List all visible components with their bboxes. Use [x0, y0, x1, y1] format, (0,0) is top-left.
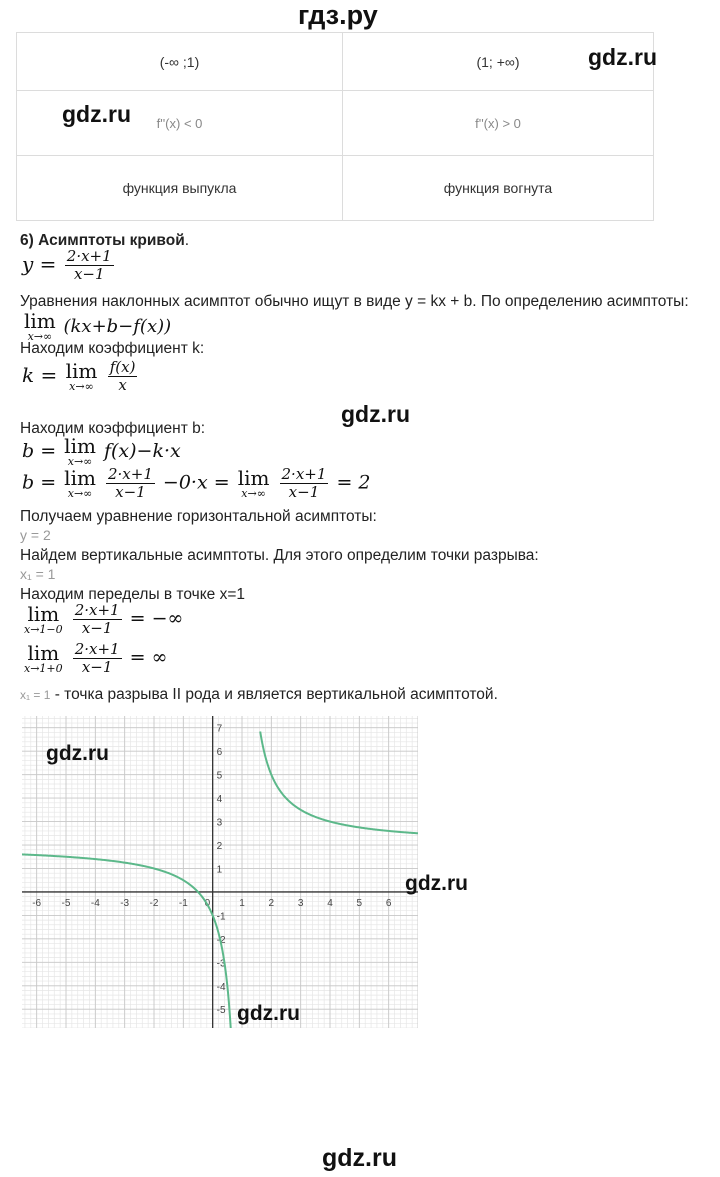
x-tick-label: 1 [239, 897, 245, 909]
b-formula-2: b = lim x→∞ $\frac{2\cdot x+1}{x-1}$ −0·x = lim x→∞ $\frac{2\cdot x+1}{x-1}$ = 2 [22, 465, 371, 501]
watermark: gdz.ru [322, 1144, 397, 1172]
watermark: gdz.ru [341, 401, 410, 427]
section-heading: 6) Асимптоты кривой. [20, 232, 190, 249]
x-tick-label: -5 [61, 897, 71, 909]
horizontal-text: Получаем уравнение горизонтальной асимптоты: [20, 508, 377, 525]
x-tick-label: 2 [268, 897, 275, 909]
y-tick-label: 4 [216, 794, 223, 806]
limits-text: Находим переделы в точке x=1 [20, 586, 246, 603]
y-tick-label: 6 [216, 747, 223, 759]
result-left: функция выпукла [17, 156, 343, 221]
y-tick-label: -1 [216, 911, 226, 923]
y-tick-label: 1 [216, 864, 223, 876]
conclusion: x₁ = 1 - точка разрыва II рода и является вертикальной асимптотой. [20, 686, 498, 703]
x-tick-label: 6 [385, 897, 392, 909]
interval-left: (-∞ ;1) [17, 33, 343, 91]
vertical-text: Найдем вертикальные асимптоты. Для этого определим точки разрыва: [20, 547, 539, 564]
watermark: gdz.ru [588, 44, 657, 70]
y-tick-label: 2 [216, 841, 223, 853]
sign-left: f''(x) < 0 [17, 91, 343, 156]
x-tick-label: -4 [90, 897, 100, 909]
x-tick-label: -1 [178, 897, 188, 909]
find-b-text: Находим коэффициент b: [20, 420, 206, 437]
horizontal-equation: y = 2 [20, 527, 51, 543]
y-tick-label: -5 [216, 1005, 226, 1017]
y-tick-label: 3 [216, 817, 223, 829]
oblique-text: Уравнения наклонных асимптот обычно ищут в виде y = kx + b. По определению асимптоты: [20, 293, 689, 310]
right-limit: lim x→1+0 $\frac{2\cdot x+1}{x-1}$ = ∞ [24, 640, 168, 676]
left-limit: lim x→1−0 $\frac{2\cdot x+1}{x-1}$ = −∞ [24, 601, 184, 637]
y-tick-label: -4 [216, 981, 226, 993]
watermark: gdz.ru [237, 1002, 300, 1025]
interval-right: (1; +∞) [342, 33, 653, 91]
x-tick-label: 5 [356, 897, 363, 909]
find-k-text: Находим коэффициент k: [20, 340, 205, 357]
x-tick-label: -2 [149, 897, 159, 909]
sign-right: f''(x) > 0 [342, 91, 653, 156]
origin-label: 0 [204, 897, 211, 909]
x-tick-label: 4 [327, 897, 333, 909]
site-title: гдз.ру [298, 0, 378, 30]
result-right: функция вогнута [342, 156, 653, 221]
y-tick-label: 7 [216, 723, 223, 735]
watermark: gdz.ru [62, 101, 131, 127]
function-formula: y = $\frac{2\cdot x+1}{x-1}$ [22, 247, 112, 283]
x-tick-label: -3 [120, 897, 130, 909]
b-formula-1: b = lim x→∞ f(x)−k·x [22, 434, 181, 468]
y-tick-label: -3 [216, 958, 226, 970]
watermark: gdz.ru [46, 742, 109, 765]
k-formula: k = lim x→∞ $\frac{f(x)}{x}$ [22, 358, 136, 394]
x-tick-label: -6 [32, 897, 42, 909]
x-tick-label: 3 [297, 897, 304, 909]
y-tick-label: 5 [216, 770, 223, 782]
break-point: x₁ = 1 [20, 566, 56, 582]
y-tick-label: -2 [216, 934, 226, 946]
oblique-limit: lim x→∞ (kx+b−f(x)) [24, 309, 172, 343]
watermark: gdz.ru [405, 872, 468, 895]
curve-left-branch [22, 854, 231, 1028]
